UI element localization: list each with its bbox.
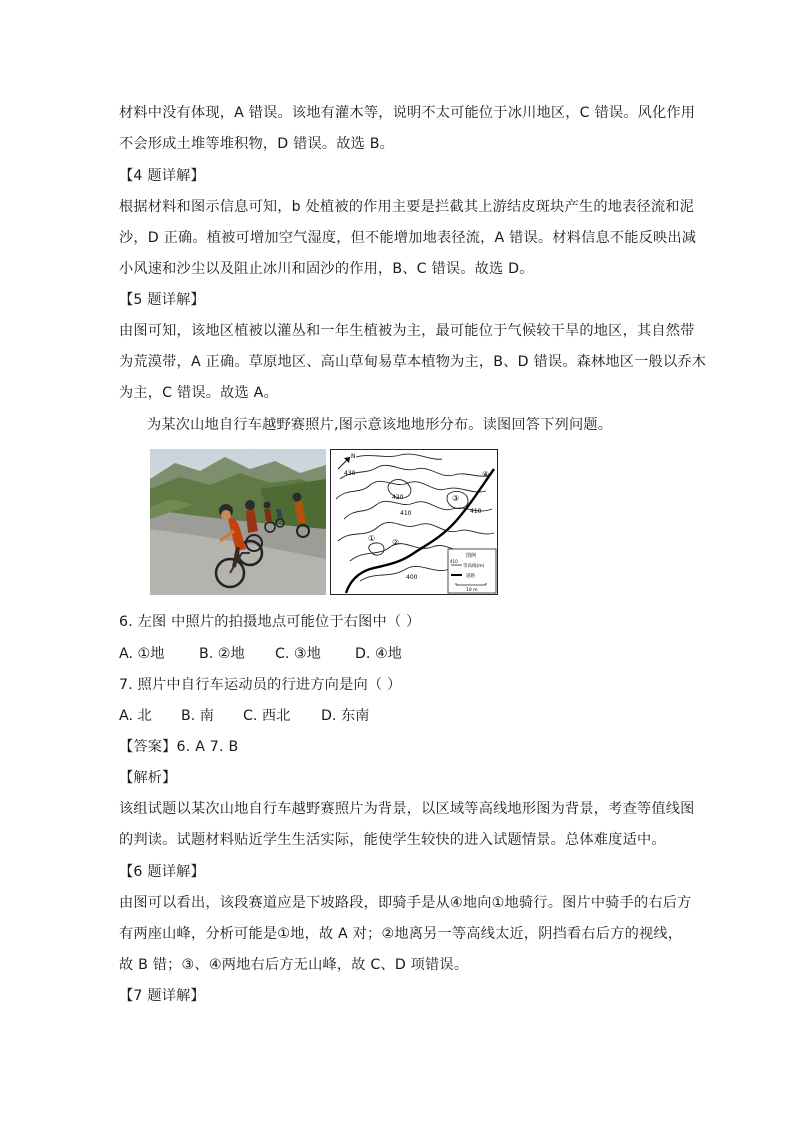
point-3-marker: ③ (452, 494, 460, 503)
contour-label: 410 (470, 508, 482, 515)
text-line: 该组试题以某次山地自行车越野赛照片为背景，以区域等高线地形图为背景，考查等值线图 (119, 801, 695, 817)
contour-map (330, 449, 498, 595)
option-a: A. 北 (119, 708, 152, 724)
section-heading-q5: 【5 题详解】 (119, 292, 205, 308)
text-line: 不会形成土堆等堆积物，D 错误。故选 B。 (119, 136, 395, 152)
text-line: 由图可以看出，该段赛道应是下坡路段，即骑手是从④地向①地骑行。图片中骑手的右后方 (119, 895, 692, 911)
section-heading-q6: 【6 题详解】 (119, 864, 205, 880)
bike-race-photo (150, 449, 326, 595)
option-d: D. ④地 (355, 646, 402, 662)
section-heading-q4: 【4 题详解】 (119, 168, 205, 184)
legend-contour-value: 410 (450, 559, 458, 564)
text-line: 为荒漠带，A 正确。草原地区、高山草甸易草本植物为主，B、D 错误。森林地区一般以乔木 (119, 354, 707, 370)
answer-line: 【答案】6. A 7. B (119, 739, 239, 755)
contour-label: 420 (392, 494, 404, 501)
point-2-marker: ② (392, 538, 400, 547)
point-1-marker: ① (368, 534, 376, 543)
map-legend (448, 549, 496, 593)
question-6: 6. 左图 中照片的拍摄地点可能位于右图中（ ） (119, 614, 421, 630)
legend-road-label: 道路 (466, 574, 475, 579)
text-line: 材料中没有体现，A 错误。该地有灌木等，说明不太可能位于冰川地区，C 错误。风化作用 (119, 105, 696, 121)
text-line: 有两座山峰，分析可能是①地，故 A 对；②地离另一等高线太近，阴挡看右后方的视线， (119, 926, 683, 942)
text-line: 沙，D 正确。植被可增加空气湿度，但不能增加地表径流，A 错误。材料信息不能反映出减 (119, 230, 697, 246)
section-heading-q7: 【7 题详解】 (119, 988, 205, 1004)
contour-label: 430 (344, 470, 356, 477)
text-line: 故 B 错；③、④两地右后方无山峰，故 C、D 项错误。 (119, 957, 469, 973)
figure (150, 449, 498, 595)
option-b: B. 南 (181, 708, 214, 724)
option-c: C. ③地 (275, 646, 321, 662)
text-line: 根据材料和图示信息可知，b 处植被的作用主要是拦截其上游结皮斑块产生的地表径流和泥 (119, 199, 695, 215)
option-a: A. ①地 (119, 646, 165, 662)
text-line: 为主，C 错误。故选 A。 (119, 385, 278, 401)
question-6-options (119, 644, 402, 664)
question-intro: 为某次山地自行车越野赛照片,图示意该地地形分布。读图回答下列问题。 (147, 417, 613, 433)
question-7-options (119, 706, 369, 726)
question-7: 7. 照片中自行车运动员的行进方向是向（ ） (119, 677, 402, 693)
text-line: 由图可知，该地区植被以灌丛和一年生植被为主，最可能位于气候较干旱的地区，其自然带 (119, 323, 695, 339)
option-b: B. ②地 (199, 646, 245, 662)
contour-label: 400 (406, 574, 418, 581)
legend-scale-label: 10 m (466, 588, 478, 593)
option-d: D. 东南 (321, 708, 370, 724)
contour-label: 410 (400, 510, 412, 517)
analysis-heading: 【解析】 (119, 770, 177, 786)
text-line: 的判读。试题材料贴近学生生活实际，能使学生较快的进入试题情景。总体难度适中。 (119, 832, 666, 848)
point-4-marker: ④ (482, 470, 490, 479)
text-line: 小风速和沙尘以及阻止冰川和固沙的作用，B、C 错误。故选 D。 (119, 261, 534, 277)
option-c: C. 西北 (243, 708, 291, 724)
legend-title: 图例 (466, 553, 477, 559)
legend-contour-label: 等高线(m) (463, 564, 485, 569)
north-label: N (351, 453, 356, 460)
